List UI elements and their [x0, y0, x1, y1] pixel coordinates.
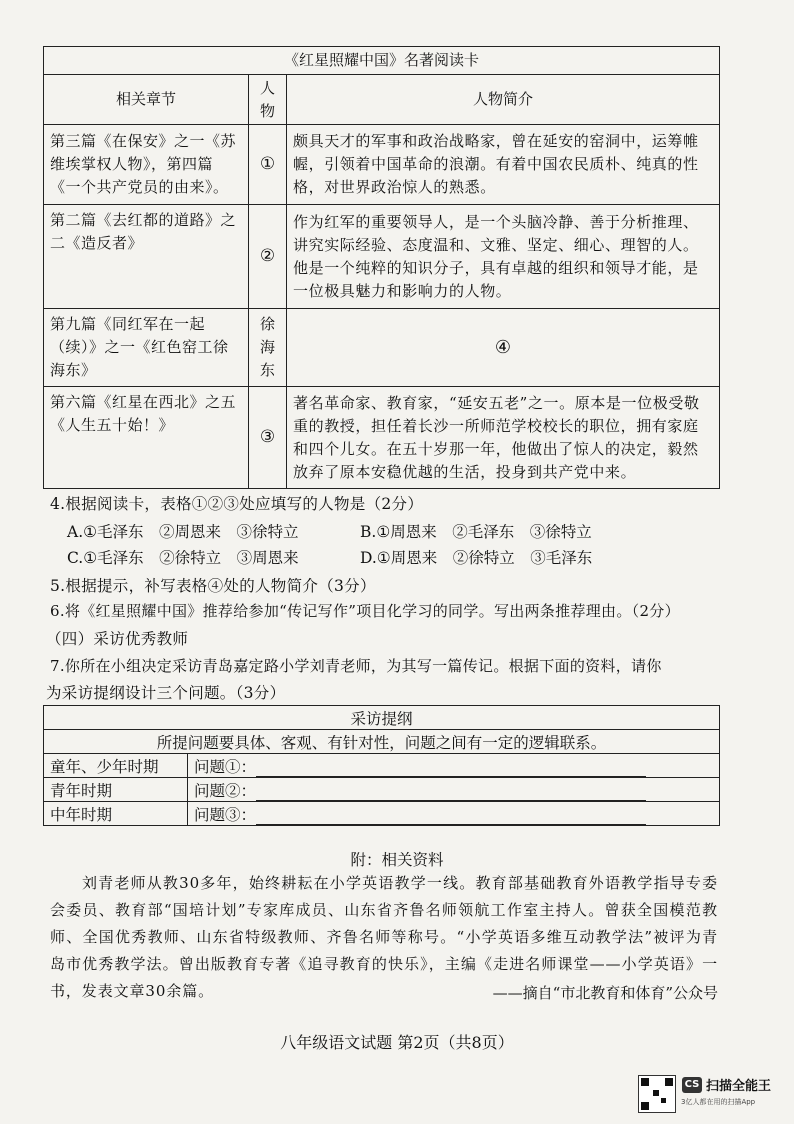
table-row — [44, 205, 720, 309]
header-intro: 人物简介 — [287, 75, 720, 125]
table-row — [44, 754, 720, 778]
camscanner-logo-icon: CS — [682, 1077, 702, 1093]
outline-note: 所提问题要具体、客观、有针对性，问题之间有一定的逻辑联系。 — [44, 730, 720, 754]
outline-period-3: 中年时期 — [44, 802, 188, 826]
appendix-text: 刘青老师从教30多年，始终耕耘在小学英语教学一线。教育部基础教育外语教学指导专委会委员、教育部“国培计划”专家库成员、山东省齐鲁名师领航工作室主持人。曾获全国模范教师、全国优秀教师、山东省特级教师、齐鲁名师等称号。“小学英语多维互动教学法”被评为青岛市优秀教学法。曾出版教育专著《追寻教育的快乐》，主编《走进名师课堂——小学英语》一书，发表文章30余篇。 — [50, 874, 718, 1000]
outline-title: 采访提纲 — [44, 706, 720, 730]
appendix-title: 附：相关资料 — [350, 851, 444, 869]
outline-period-1: 童年、少年时期 — [44, 754, 188, 778]
question-4: 4.根据阅读卡，表格①②③处应填写的人物是（2分） — [50, 495, 424, 513]
row3-person: 徐海东 — [249, 309, 287, 387]
row4-intro: 著名革命家、教育家，“延安五老”之一。原本是一位极受敬重的教授，担任着长沙一所师范学校校长的职位，拥有家庭和四个儿女。在五十岁那一年，他做出了惊人的决定，毅然放弃了原本安稳优越的生活，投身到共产党中来。 — [287, 387, 720, 489]
option-c[interactable]: C.①毛泽东 ②徐特立 ③周恩来 — [67, 549, 299, 567]
outline-question-1-label: 问题①： — [194, 757, 257, 776]
row2-chapter: 第二篇《去红都的道路》之二《造反者》 — [44, 205, 249, 309]
row2-intro: 作为红军的重要领导人，是一个头脑冷静、善于分析推理、讲究实际经验、态度温和、文雅、坚定、细心、理智的人。他是一个纯粹的知识分子，具有卓越的组织和领导才能，是一位极具魅力和影响力的人物。 — [287, 205, 720, 309]
question-5: 5.根据提示，补写表格④处的人物简介（3分） — [50, 577, 376, 595]
header-chapter: 相关章节 — [44, 75, 249, 125]
question-6: 6.将《红星照耀中国》推荐给参加“传记写作”项目化学习的同学。写出两条推荐理由。（2分） — [50, 602, 680, 620]
interview-outline-table — [43, 705, 720, 826]
row4-chapter: 第六篇《红星在西北》之五《人生五十始！》 — [44, 387, 249, 489]
page-footer: 八年级语文试题 第2页（共8页） — [280, 1033, 514, 1052]
question-7-line2: 为采访提纲设计三个问题。（3分） — [46, 684, 286, 702]
outline-period-2: 青年时期 — [44, 778, 188, 802]
reading-card-table — [43, 46, 720, 489]
row1-intro: 颇具天才的军事和政治战略家，曾在延安的窑洞中，运筹帷幄，引领着中国革命的浪潮。有着中国农民质朴、纯真的性格，对世界政治惊人的熟悉。 — [287, 125, 720, 205]
option-d[interactable]: D.①周恩来 ②徐特立 ③毛泽东 — [360, 549, 593, 567]
qr-code-icon — [638, 1075, 676, 1113]
answer-line-3[interactable] — [256, 810, 646, 825]
table-row — [44, 309, 720, 387]
outline-question-2-label: 问题②： — [194, 781, 257, 800]
table-row — [44, 778, 720, 802]
answer-line-1[interactable] — [256, 762, 646, 777]
row4-person: ③ — [249, 387, 287, 489]
outline-question-3-label: 问题③： — [194, 805, 257, 824]
reading-card-title: 《红星照耀中国》名著阅读卡 — [44, 47, 720, 75]
option-a[interactable]: A.①毛泽东 ②周恩来 ③徐特立 — [67, 523, 299, 541]
option-b[interactable]: B.①周恩来 ②毛泽东 ③徐特立 — [360, 523, 592, 541]
scanner-slogan: 3亿人都在用的扫描App — [681, 1098, 756, 1106]
answer-line-2[interactable] — [256, 786, 646, 801]
table-row — [44, 802, 720, 826]
section-heading: （四）采访优秀教师 — [46, 630, 189, 648]
row1-person: ① — [249, 125, 287, 205]
row2-person: ② — [249, 205, 287, 309]
row1-chapter: 第三篇《在保安》之一《苏维埃掌权人物》，第四篇《一个共产党员的由来》。 — [44, 125, 249, 205]
scanner-brand: 扫描全能王 — [706, 1079, 772, 1094]
row3-intro: ④ — [287, 309, 720, 387]
header-person: 人物 — [249, 75, 287, 125]
row3-chapter: 第九篇《同红军在一起（续）》之一《红色窑工徐海东》 — [44, 309, 249, 387]
table-row — [44, 387, 720, 489]
appendix-source: ——摘自“市北教育和体育”公众号 — [492, 984, 718, 1002]
question-7-line1: 7.你所在小组决定采访青岛嘉定路小学刘青老师，为其写一篇传记。根据下面的资料，请你 — [50, 657, 662, 675]
table-row — [44, 125, 720, 205]
